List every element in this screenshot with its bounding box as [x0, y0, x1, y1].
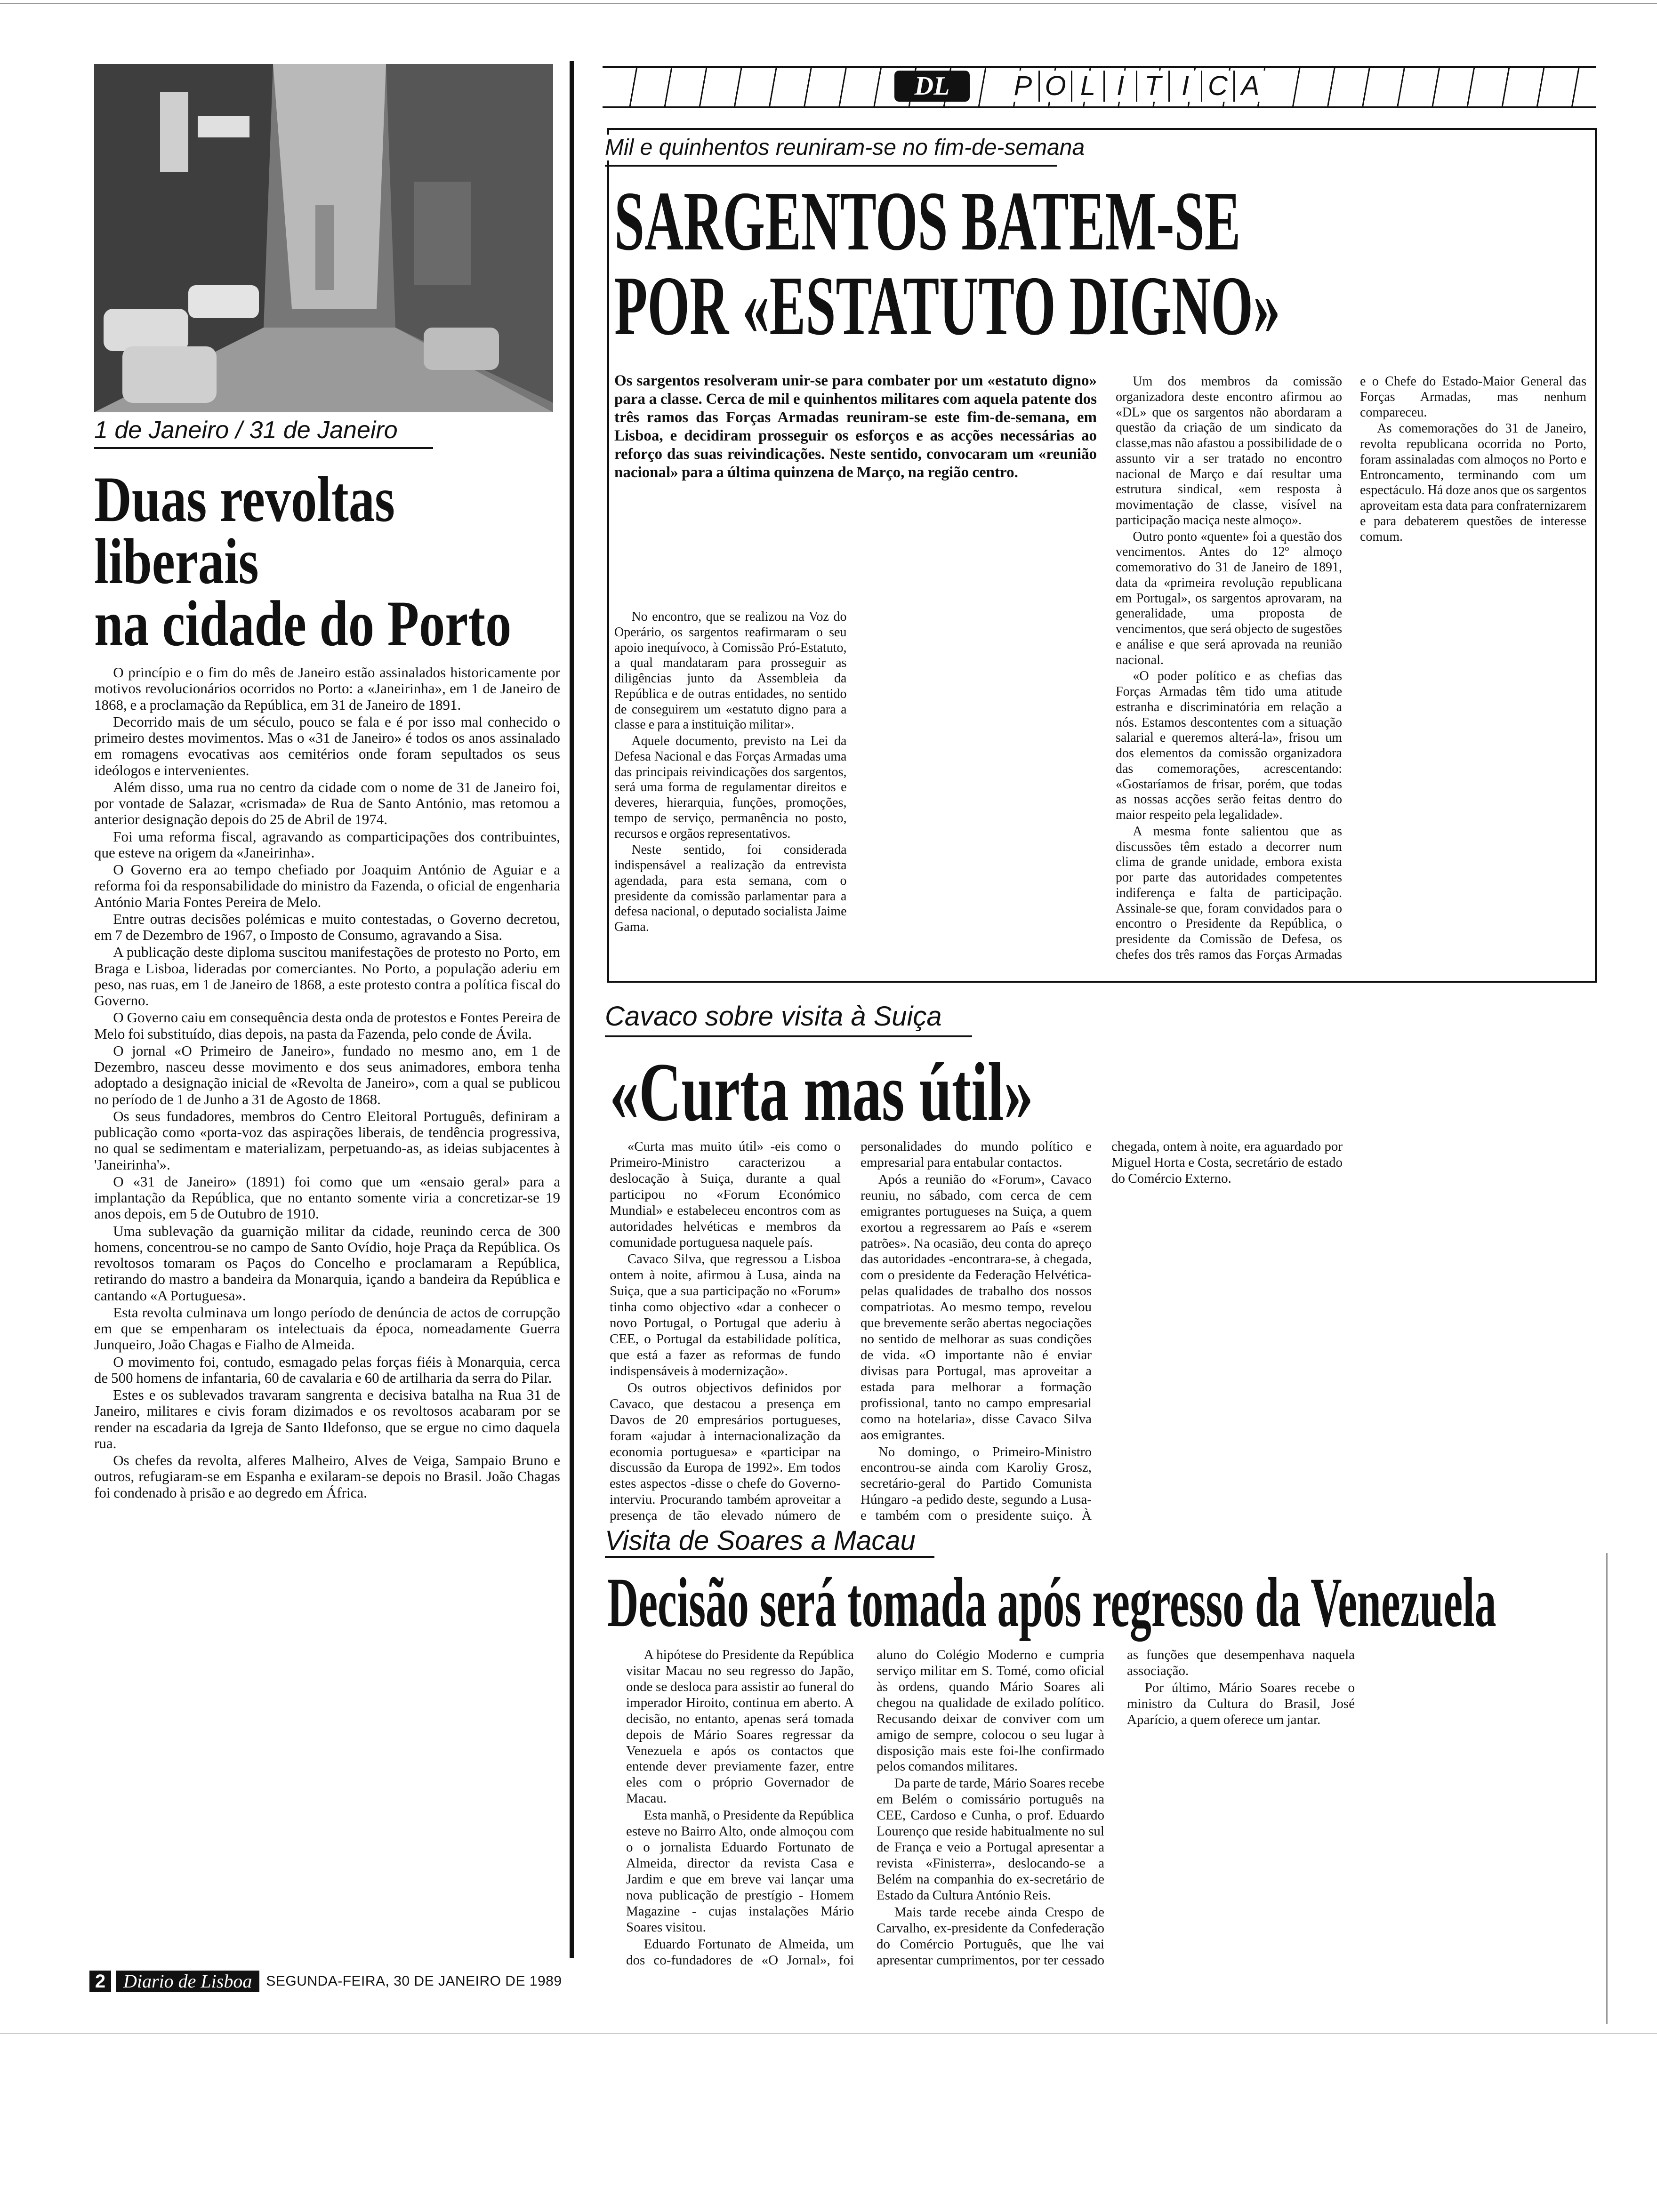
- cavaco-paragraph: No domingo, o Primeiro-Ministro encontrou-se ainda com Karoliy Grosz, secretário-geral do Partido Comunista Húngaro -a pedido deste, segundo a Lusa- e também com o presidente suiço. À chegada, ontem à noite, era aguardado por Miguel Horta e Costa, secretário de estado do Comércio Externo.: [861, 1139, 1343, 1523]
- left-paragraph: Foi uma reforma fiscal, agravando as comparticipações dos contribuintes, que esteve na origem da «Janeirinha».: [94, 828, 560, 861]
- left-title-line-2: liberais: [94, 525, 259, 597]
- left-paragraph: O princípio e o fim do mês de Janeiro estão assinalados historicamente por motivos revolucionários ocorridos no Porto: a «Janeirinha», em 1 de Janeiro de 1868, e a proclamação da República, em 31 de Janeiro de 1891.: [94, 664, 560, 713]
- sargentos-title-line-1: SARGENTOS BATEM-SE: [614, 174, 1241, 268]
- sargentos-title: [614, 174, 1593, 353]
- sargentos-lead: Os sargentos resolveram unir-se para combater por um «estatuto digno» para a classe. Cerca de mil e quinhentos militares com aquela patente dos três ramos das Forças Armadas reuniram-se este fim-de-semana, em Lisboa, e decidiram prosseguir os esforços e as acções necessárias ao reforço das suas reivindicações. Neste sentido, convocaram um «reunião nacional» para a última quinzena de Março, na região centro.: [614, 372, 1097, 481]
- scan-border-right: [1606, 1553, 1608, 2024]
- left-paragraph: Uma sublevação da guarnição militar da cidade, reunindo cerca de 300 homens, concentrou-se no campo de Santo Ovídio, hoje Praça da República. Os revoltosos tomaram os Paços do Concelho e proclamaram a República, retirando do mastro a bandeira da Monarquia, içando a bandeira da República e cantando «A Portuguesa».: [94, 1222, 560, 1304]
- section-letter: C: [1202, 71, 1235, 102]
- footer-bar: [89, 1970, 786, 1993]
- left-paragraph: O Governo caiu em consequência desta onda de protestos e Fontes Pereira de Melo foi substituído, dias depois, na pasta da Fazenda, pelo conde de Ávila.: [94, 1009, 560, 1042]
- left-kicker: 1 de Janeiro / 31 de Janeiro: [94, 417, 398, 444]
- section-letter: P: [1007, 71, 1040, 102]
- left-paragraph: Decorrido mais de um século, pouco se fala e é por isso mal conhecido o primeiro destes movimentos. Mas o «31 de Janeiro» é todos os anos assinalado em romagens evocativas aos cemitérios onde foram sepultados os seus ideólogos e intervenientes.: [94, 713, 560, 778]
- left-paragraph: Esta revolta culminava um longo período de denúncia de actos de corrupção em que se empenharam os intelectuais da época, nomeadamente Guerra Junqueiro, João Chagas e Fialho de Almeida.: [94, 1304, 560, 1353]
- soares-paragraph: Esta manhã, o Presidente da República esteve no Bairro Alto, onde almoçou com o o jornalista Eduardo Fortunato de Almeida, director da revista Casa e Jardim e que em breve vai lançar uma nova publicação de prestígio - Homem Magazine - cujas instalações Mário Soares visitou.: [626, 1808, 854, 1935]
- sargentos-title-line-2: POR «ESTATUTO DIGNO»: [614, 259, 1280, 353]
- section-title: [1007, 71, 1266, 102]
- soares-paragraph: Por último, Mário Soares recebe o ministro da Cultura do Brasil, José Aparício, a quem oferece um jantar.: [1127, 1680, 1355, 1727]
- soares-kicker: Visita de Soares a Macau: [605, 1525, 916, 1556]
- sargentos-body-right: [1116, 374, 1586, 972]
- cavaco-paragraph: Cavaco Silva, que regressou a Lisboa ontem à noite, afirmou à Lusa, ainda na Suiça, que a sua participação no «Forum» tinha como objectivo «dar a conhecer o novo Portugal, o Portugal que aderiu à CEE, o Portugal da estabilidade política, que está a fazer as reformas de fundo indispensáveis à modernização».: [610, 1251, 841, 1378]
- sargentos-paragraph: No encontro, que se realizou na Voz do Operário, os sargentos reafirmaram o seu apoio inequívoco, à Comissão Pró-Estatuto, a qual mandataram para prosseguir as diligências junto da Assembleia da República e de outras entidades, no sentido de conseguirem um «estatuto digno para a classe e para a instituição militar».: [614, 609, 847, 732]
- left-paragraph: Além disso, uma rua no centro da cidade com o nome de 31 de Janeiro foi, por vontade de Salazar, «crismada» de Rua de Santo António, mas retomou a anterior designação depois do 25 de Abril de 1974.: [94, 778, 560, 828]
- sargentos-kicker-underline: [605, 165, 1057, 167]
- left-article-body: [94, 665, 560, 1502]
- footer-date: SEGUNDA-FEIRA, 30 DE JANEIRO DE 1989: [266, 1973, 562, 1989]
- cavaco-title: «Curta mas útil»: [610, 1045, 1033, 1138]
- soares-body: [626, 1647, 1605, 1972]
- soares-paragraph: Eduardo Fortunato de Almeida, um dos co-fundadores de «O Jornal», foi aluno do Colégio Moderno e cumpria serviço militar em S. Tomé, como oficial às ordens, quando Mário Soares ali chegou na qualidade de exilado político. Recusando deixar de conviver com um amigo de sempre, colocou o seu lugar à disposição mais este foi-lhe confirmado pelos comandos militares.: [626, 1647, 1104, 1968]
- left-paragraph: Estes e os sublevados travaram sangrenta e decisiva batalha na Rua 31 de Janeiro, militares e civis foram dizimados e os revoltosos acabaram por se render na escadaria da Igreja de Santo Ildefonso, que se ergue no cimo daquela rua.: [94, 1387, 560, 1451]
- cavaco-kicker: Cavaco sobre visita à Suiça: [605, 1001, 942, 1032]
- left-paragraph: O Governo era ao tempo chefiado por Joaquim António de Aguiar e a reforma foi da responsabilidade do ministro da Fazenda, o oficial de engenharia António Maria Fontes Pereira de Melo.: [94, 861, 560, 910]
- left-paragraph: O jornal «O Primeiro de Janeiro», fundado no mesmo ano, em 1 de Dezembro, nasceu desse movimento e dos seus animadores, embora tenha adoptado a designação inicial de «Revolta de Janeiro», com a qual se publicou no período de 1 de Junho a 31 de Agosto de 1868.: [94, 1042, 560, 1107]
- masthead-logo: Diario de Lisboa: [116, 1971, 259, 1992]
- section-letter: I: [1170, 71, 1202, 102]
- sargentos-body-left: [614, 609, 1097, 972]
- section-banner: [603, 66, 1596, 108]
- page-number: 2: [89, 1971, 111, 1992]
- sargentos-paragraph: Aquele documento, previsto na Lei da Defesa Nacional e das Forças Armadas uma das principais reivindicações dos sargentos, será uma forma de regulamentar direitos e deveres, hierarquia, funções, promoções, tempo de serviço, permanência no posto, recursos e orgãos representativos.: [614, 734, 847, 841]
- sargentos-paragraph: Outro ponto «quente» foi a questão dos vencimentos. Antes do 12º almoço comemorativo do 31 de Janeiro de 1891, data da «primeira revolução republicana em Portugal», os sargentos aprovaram, na generalidade, uma proposta de vencimentos, que será objecto de sugestões e análise e que será aprovada na reunião nacional.: [1116, 529, 1342, 667]
- left-paragraph: Os seus fundadores, membros do Centro Eleitoral Português, definiram a publicação como «porta-voz das aspirações liberais, de tendência progressiva, no qual se sedimentam e materializam, perpetuando-as, as ideias subjacentes à 'Janeirinha'».: [94, 1107, 560, 1173]
- scan-border-bottom: [0, 2033, 1657, 2034]
- cavaco-paragraph: «Curta mas muito útil» -eis como o Primeiro-Ministro caracterizou a deslocação à Suiça, durante a qual participou no «Forum Económico Mundial» e estabeleceu encontros com as autoridades helvéticas e membros da comunidade portuguesa naquele país.: [610, 1139, 841, 1250]
- cavaco-body: [610, 1139, 1593, 1525]
- sargentos-paragraph: Neste sentido, foi considerada indispensável a realização da entrevista agendada, para esta semana, com o presidente da comissão parlamentar para a defesa nacional, o deputado socialista Jaime Gama.: [614, 842, 847, 934]
- soares-kicker-underline: [605, 1556, 934, 1558]
- sargentos-paragraph: «O poder político e as chefias das Forças Armadas têm tido uma atitude estranha e discriminatória em relação a nós. Estamos descontentes com a situação salarial e queremos alterá-la», frisou um dos elementos da comissão organizadora das comemorações, acrescentando: «Gostaríamos de frisar, porém, que todas as nossas acções serão feitas dentro do maior respeito pela legalidade».: [1116, 669, 1342, 822]
- section-letter: A: [1241, 71, 1260, 101]
- left-paragraph: A publicação deste diploma suscitou manifestações de protesto no Porto, em Braga e Lisboa, lideradas por comerciantes. No Porto, a população aderiu em peso, nas ruas, em 1 de Janeiro de 1868, a este protesto contra a política fiscal do Governo.: [94, 944, 560, 1009]
- section-letter: L: [1072, 71, 1105, 102]
- cavaco-kicker-underline: [605, 1035, 972, 1037]
- cavaco-paragraph: Os outros objectivos definidos por Cavaco, que destacou a presença em Davos de 20 empresários portugueses, foram «ajudar à internacionalização da economia portuguesa» e «participar na discussão da Europa de 1992». Em todos estes aspectos -disse o chefe do Governo- interviu. Procurando também aproveitar a presença de tão elevado número de personalidades do mundo político e empresarial para entabular contactos.: [610, 1139, 1092, 1523]
- column-divider: [570, 61, 574, 1958]
- left-kicker-underline: [94, 447, 433, 449]
- left-title-line-3: na cidade do Porto: [94, 587, 512, 659]
- section-letter: I: [1105, 71, 1137, 102]
- cavaco-paragraph: Após a reunião do «Forum», Cavaco reuniu, no sábado, com cerca de cem emigrantes portugueses na Suiça, a quem exortou a regressarem ao País e «serem patrões». Na ocasião, deu conta do apreço das autoridades -encontrara-se, à chegada, com o presidente da Federação Helvética- pelas qualidades de trabalho dos nossos compatriotas. Ao mesmo tempo, revelou que brevemente serão abertas negociações no sentido de melhorar as suas condições de vida. «O importante não é enviar divisas para Portugal, mas aproveitar a estada para melhorar a formação profissional, tanto no campo empresarial como na hotelaria», disse Cavaco Silva aos emigrantes.: [861, 1171, 1092, 1443]
- left-paragraph: Os chefes da revolta, alferes Malheiro, Alves de Veiga, Sampaio Bruno e outros, refugiaram-se em Espanha e exilaram-se depois no Brasil. João Chagas foi condenado à prisão e ao degredo em África.: [94, 1452, 560, 1501]
- street-photo: [94, 64, 553, 412]
- dl-logo: DL: [894, 71, 970, 102]
- street-photo-art: [94, 64, 553, 412]
- left-paragraph: Entre outras decisões polémicas e muito contestadas, o Governo decretou, em 7 de Dezembro de 1967, o Imposto de Consumo, agravando a Sisa.: [94, 910, 560, 943]
- soares-title: Decisão será tomada após regresso da Venezuela: [607, 1563, 1496, 1642]
- left-paragraph: O «31 de Janeiro» (1891) foi como que um «ensaio geral» para a implantação da República, que no entanto somente viria a concretizar-se 19 anos depois, em 5 de Outubro de 1910.: [94, 1173, 560, 1222]
- soares-paragraph: A hipótese do Presidente da República visitar Macau no seu regresso do Japão, onde se desloca para assistir ao funeral do imperador Hiroito, continua em aberto. A decisão, no entanto, apenas será tomada depois de Mário Soares regressar da Venezuela e após os contactos que entende dever previamente fazer, entre eles com o próprio Governador de Macau.: [626, 1647, 854, 1806]
- section-letter: O: [1040, 71, 1072, 102]
- soares-paragraph: Da parte de tarde, Mário Soares recebe em Belém o comissário português na CEE, Cardoso e Cunha, o prof. Eduardo Lourenço que reside habitualmente no sul de França e veio a Portugal apresentar a revista «Finisterra», deslocando-se a Belém na companhia do ex-secretário de Estado da Cultura António Reis.: [877, 1776, 1104, 1903]
- sargentos-paragraph: A mesma fonte salientou que as discussões têm estado a decorrer num clima de grande unidade, embora exista por parte das autoridades competentes indiferença e falta de participação. Assinale-se que, foram convidados para o encontro o Presidente da República, o presidente da Comissão de Defesa, os chefes dos três ramos das Forças Armadas e o Chefe do Estado-Maior General das Forças Armadas, mas nenhum compareceu.: [1116, 374, 1586, 962]
- left-title: [94, 463, 565, 659]
- section-letter: T: [1137, 71, 1170, 102]
- sargentos-paragraph: Um dos membros da comissão organizadora deste encontro afirmou ao «DL» que os sargentos não abordaram a questão da criação de um sindicato da classe,mas não afastou a possibilidade de o assunto vir a ser tratado no encontro nacional de Março e daí resultar uma estrutura sindical, «em resposta à movimentação de classe, visível na participação maciça neste almoço».: [1116, 374, 1342, 528]
- soares-paragraph: Mais tarde recebe ainda Crespo de Carvalho, ex-presidente da Confederação do Comércio Português, que lhe vai apresentar cumprimentos, por ter cessado as funções que desempenhava naquela associação.: [877, 1647, 1355, 1968]
- left-paragraph: O movimento foi, contudo, esmagado pelas forças fiéis à Monarquia, cerca de 500 homens de infantaria, 60 de cavalaria e 60 de artilharia da serra do Pilar.: [94, 1353, 560, 1386]
- scan-edge-top: [0, 3, 1657, 4]
- sargentos-kicker: Mil e quinhentos reuniram-se no fim-de-semana: [605, 135, 1089, 160]
- left-title-line-1: Duas revoltas: [94, 463, 395, 535]
- sargentos-paragraph: As comemorações do 31 de Janeiro, revolta republicana ocorrida no Porto, foram assinaladas com almoços no Porto e Entroncamento, terminando com um espectáculo. Há doze anos que os sargentos aproveitam esta data para confraternizarem e para debaterem questões de interesse comum.: [1360, 421, 1586, 544]
